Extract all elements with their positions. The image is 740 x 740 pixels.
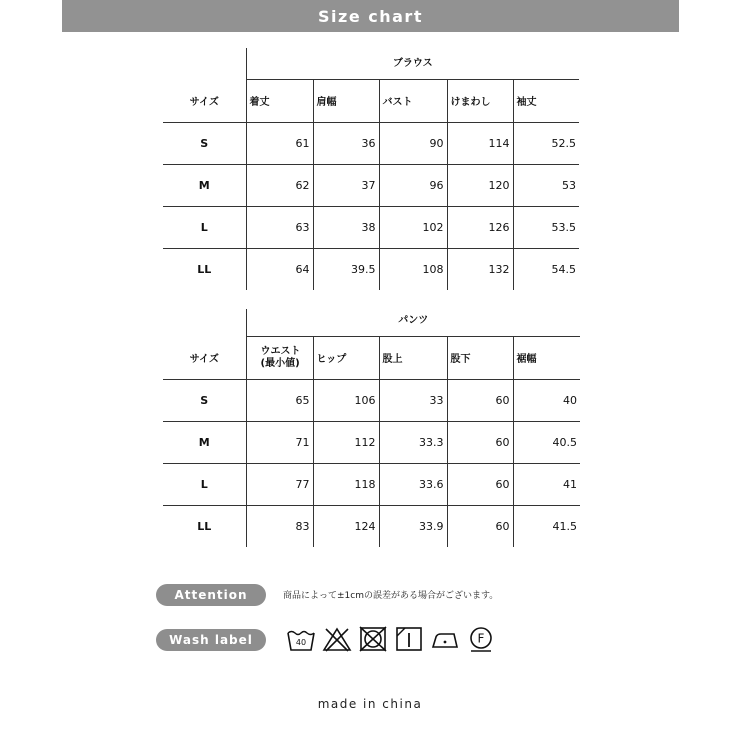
category-blouse: ブラウス: [246, 48, 579, 79]
wash-icons: [286, 624, 496, 654]
cell-value: 96: [379, 164, 447, 206]
line-dry-shade-icon: [394, 624, 424, 654]
table-row: [163, 463, 580, 505]
col-header-bust: バスト: [379, 79, 447, 122]
cell-value: 83: [246, 505, 313, 547]
cell-value: 108: [379, 248, 447, 290]
no-tumble-dry-icon: [358, 624, 388, 654]
cell-value: 120: [447, 164, 513, 206]
size-label: S: [163, 122, 246, 164]
size-label: L: [163, 463, 246, 505]
cell-value: 53: [513, 164, 579, 206]
cell-value: 124: [313, 505, 379, 547]
category-pants: パンツ: [246, 309, 580, 336]
col-header-hem-width: 裾幅: [513, 336, 580, 379]
cell-value: 60: [447, 505, 513, 547]
cell-value: 41: [513, 463, 580, 505]
cell-value: 60: [447, 421, 513, 463]
table-row: [163, 164, 579, 206]
table-row: [163, 206, 579, 248]
col-header-inseam: 股下: [447, 336, 513, 379]
table-row: [163, 421, 580, 463]
cell-value: 41.5: [552, 519, 577, 533]
table-row: [163, 379, 580, 421]
waist-note: (最小値): [260, 357, 300, 369]
cell-value: 62: [246, 164, 313, 206]
iron-low-icon: [430, 624, 460, 654]
cell-value: 33.9: [379, 505, 447, 547]
wash-label-title: Wash label: [169, 633, 253, 647]
cell-value: 65: [246, 379, 313, 421]
cell-value: 52.5: [513, 122, 579, 164]
cell-value: 112: [313, 421, 379, 463]
cell-value: 61: [246, 122, 313, 164]
col-header-hip: ヒップ: [313, 336, 379, 379]
cell-value: 63: [246, 206, 313, 248]
col-header-size: サイズ: [163, 79, 246, 122]
wash-label-pill: [156, 629, 266, 651]
page-title: Size chart: [318, 6, 423, 26]
table-row: [163, 122, 579, 164]
table-row: [163, 505, 580, 547]
col-header-sleeve: 袖丈: [513, 79, 579, 122]
cell-value: 54.5: [551, 262, 576, 276]
cell-value: 60: [447, 463, 513, 505]
cell-value: 36: [313, 122, 379, 164]
col-header-waist: [246, 336, 313, 379]
table-corner: [163, 309, 246, 336]
wash-temp: 40: [295, 638, 307, 647]
cell-value: 33: [379, 379, 447, 421]
cell-value: 39.5: [313, 248, 379, 290]
no-bleach-icon: [322, 624, 352, 654]
attention-note: 商品によって±1cmの誤差がある場合がございます。: [283, 591, 499, 601]
cell-value: 60: [447, 379, 513, 421]
cell-value: 53.5: [513, 206, 579, 248]
cell-value: 40: [513, 379, 580, 421]
cell-value: 106: [313, 379, 379, 421]
cell-value: 118: [313, 463, 379, 505]
blouse-size-table: [163, 48, 579, 290]
size-label: M: [163, 164, 246, 206]
cell-value: 126: [447, 206, 513, 248]
size-label: S: [163, 379, 246, 421]
table-corner: [163, 48, 246, 79]
col-header-hem: けまわし: [447, 79, 513, 122]
waist-label: ウエスト: [260, 345, 301, 357]
dryclean-f-icon: [466, 624, 496, 654]
cell-value: 90: [379, 122, 447, 164]
made-in-text: made in china: [317, 697, 423, 711]
size-label: LL: [163, 505, 246, 547]
size-label: L: [163, 206, 246, 248]
cell-value: 38: [313, 206, 379, 248]
table-row: [163, 248, 579, 290]
cell-value: 132: [447, 248, 513, 290]
cell-value: 40.5: [513, 421, 580, 463]
cell-value: 77: [246, 463, 313, 505]
cell-value: 114: [447, 122, 513, 164]
col-header-rise: 股上: [379, 336, 447, 379]
attention-label: Attention: [174, 588, 248, 602]
header-bar: [62, 0, 679, 32]
col-header-shoulder: 肩幅: [313, 79, 379, 122]
size-label: LL: [163, 248, 246, 290]
pants-size-table: [163, 309, 580, 547]
cell-value: 102: [379, 206, 447, 248]
col-header-length: 着丈: [246, 79, 313, 122]
dryclean-letter: F: [477, 631, 485, 646]
col-header-size: サイズ: [163, 336, 246, 379]
size-label: M: [163, 421, 246, 463]
wash-40-icon: [286, 624, 316, 654]
cell-value: 33.3: [379, 421, 447, 463]
cell-value: 37: [313, 164, 379, 206]
cell-value: 71: [246, 421, 313, 463]
cell-value: 64: [246, 248, 313, 290]
attention-pill: [156, 584, 266, 606]
cell-value: 33.6: [379, 463, 447, 505]
